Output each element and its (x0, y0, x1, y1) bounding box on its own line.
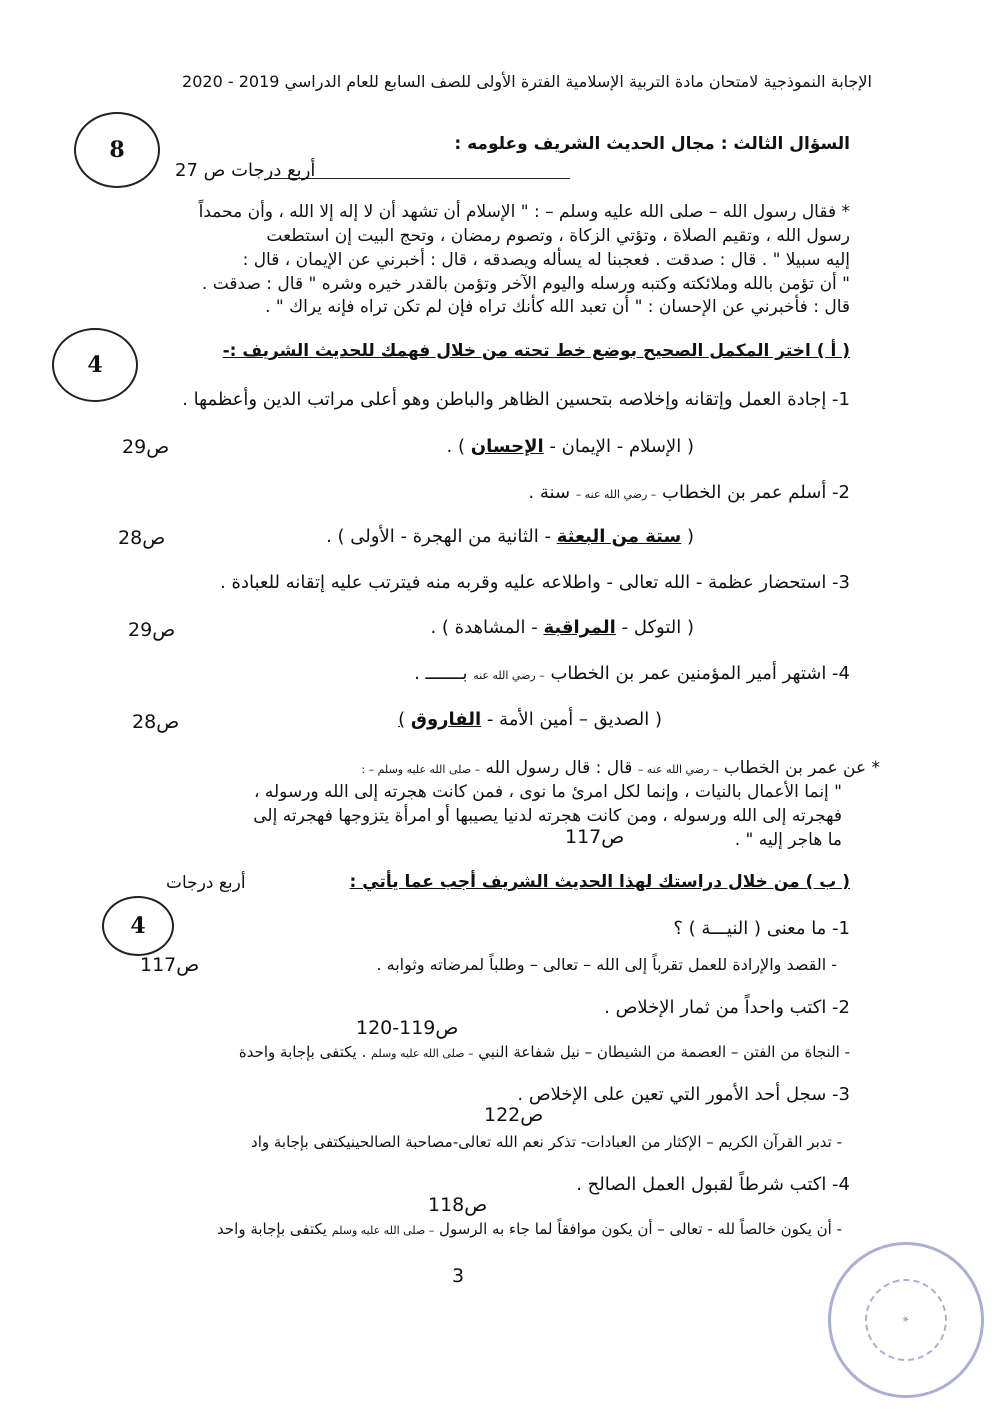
official-seal-stamp (808, 1222, 992, 1418)
question-heading: السؤال الثالث : مجال الحديث الشريف وعلومه : (454, 134, 850, 154)
a4-text: 4- اشتهر أمير المؤمنين عمر بن الخطاب (550, 663, 850, 684)
a4-opt3-correct: الفاروق (410, 709, 482, 730)
a4-question (414, 663, 850, 684)
a1-question: 1- إجادة العمل وإتقانه وإخلاصه بتحسين الظاهر والباطن وهو أعلى مراتب الدين وأعظمها . (182, 389, 850, 410)
b1-page: ص117 (140, 954, 200, 976)
a1-open: ( (686, 436, 694, 457)
page-header: الإجابة النموذجية لامتحان مادة التربية الإسلامية الفترة الأولى للصف السابع للعام الدراسي 2019 - 2020 (182, 72, 872, 91)
a3-page: ص29 (128, 619, 176, 641)
part-a-score-circle (52, 328, 138, 402)
a4-honorific: – رضي الله عنه (473, 669, 545, 682)
hadith2-line1 (361, 758, 880, 778)
hadith1-line2: رسول الله ، وتقيم الصلاة ، وتؤتي الزكاة ، وتصوم رمضان ، وتحج البيت إن استطعت (266, 226, 850, 246)
hadith1-line4: " أن تؤمن بالله وملائكته وكتبه ورسله واليوم الآخر وتؤمن بالقدر خيره وشره " قال : صدقت . (201, 274, 850, 294)
a2-text: 2- أسلم عمر بن الخطاب (662, 482, 850, 503)
hadith2-line2: " إنما الأعمال بالنيات ، وإنما لكل امرئ ما نوى ، فمن كانت هجرته إلى الله ورسوله ، (253, 782, 842, 802)
b2-answer-honorific: – صلى الله عليه وسلم (371, 1047, 474, 1060)
question-note: أربع درجات ص 27 (175, 160, 316, 181)
part-b-score-circle (102, 896, 174, 956)
question-score-circle (74, 112, 160, 188)
part-b-note: أربع درجات (166, 873, 246, 893)
hadith1-line3: إليه سبيلا " . قال : صدقت . فعجبنا له يسأله ويصدقه ، قال : أخبرني عن الإيمان ، قال : (242, 250, 850, 270)
part-b-heading: ( ب ) من خلال دراستك لهذا الحديث الشريف أجب عما يأتي : (349, 872, 850, 892)
part-a-score: 4 (87, 352, 103, 378)
part-b-score: 4 (130, 913, 146, 939)
a4-close: ) (398, 709, 406, 730)
a3-options: ( التوكل - المراقبة - المشاهدة ) . (430, 617, 694, 638)
b3-page: ص122 (484, 1104, 544, 1126)
a3-opt3: المشاهدة (454, 617, 526, 638)
b1-question: 1- ما معنى ( النيـــة ) ؟ (673, 918, 850, 939)
hadith2-line1d: – صلى الله عليه وسلم – : (361, 763, 481, 776)
page-number: 3 (452, 1265, 465, 1287)
a4-tail: بـــــــ . (414, 663, 468, 684)
a2-opt1-correct: ستة من البعثة (556, 526, 682, 547)
hadith2-line1a: * عن عمر بن الخطاب (723, 758, 880, 778)
a1-options: ( الإسلام - الإيمان - الإحسان ) . (446, 436, 694, 457)
b1-answer: - القصد والإرادة للعمل تقرباً إلى الله – تعالى – وطلباً لمرضاته وثوابه . (376, 955, 837, 974)
a2-opt3: الأولى (350, 526, 395, 547)
a1-page: ص29 (122, 436, 170, 458)
b4-answer-tail: يكتفى بإجابة واحد (217, 1220, 327, 1238)
hadith2-line1b: – رضي الله عنه – (637, 763, 719, 776)
b4-answer-honorific: – صلى الله عليه وسلم (331, 1224, 435, 1237)
a4-page: ص28 (132, 711, 180, 733)
a3-opt2-correct: المراقبة (543, 617, 616, 638)
a2-open: ( (686, 526, 694, 547)
b3-question: 3- سجل أحد الأمور التي تعين على الإخلاص . (517, 1084, 850, 1105)
a4-opt1: الصديق (593, 709, 650, 730)
hadith2-page: ص117 (565, 826, 625, 848)
a3-question: 3- استحضار عظمة - الله تعالى - واطلاعه عليه وقربه منه فيترتب عليه إتقانه للعبادة . (220, 572, 850, 593)
hadith2-line1c: قال : قال رسول الله (485, 758, 633, 778)
hadith2-line4: ما هاجر إليه " . (734, 830, 842, 850)
seal-emblem-icon: ✶ (854, 1268, 957, 1371)
b2-answer-text: - النجاة من الفتن – العصمة من الشيطان – نيل شفاعة النبي (478, 1043, 850, 1061)
b2-answer (239, 1043, 850, 1061)
a3-opt1: التوكل (633, 617, 682, 638)
b2-question: 2- اكتب واحداً من ثمار الإخلاص . (604, 997, 850, 1018)
a3-close: ) . (430, 617, 449, 638)
a4-opt2: أمين الأمة (499, 709, 574, 730)
a1-opt1: الإسلام (629, 436, 682, 457)
a2-close: ) . (326, 526, 345, 547)
a2-tail: سنة . (528, 482, 571, 503)
a2-opt2: الثانية من الهجرة (412, 526, 539, 547)
b3-answer: - تدبر القرآن الكريم – الإكثار من العبادات- تذكر نعم الله تعالى-مصاحبة الصالحينيكتفى بإجابة واد (251, 1133, 842, 1151)
b4-question: 4- اكتب شرطاً لقبول العمل الصالح . (576, 1174, 850, 1195)
b2-answer-tail: . يكتفى بإجابة واحدة (238, 1043, 367, 1061)
a2-options: ( ستة من البعثة - الثانية من الهجرة - الأولى ) . (326, 526, 694, 547)
b2-page: ص119-120 (356, 1017, 459, 1039)
a1-close: ) . (446, 436, 465, 457)
a1-opt3-correct: الإحسان (470, 436, 544, 457)
question-score: 8 (109, 137, 125, 163)
hadith2-line3: فهجرته إلى الله ورسوله ، ومن كانت هجرته لدنيا يصيبها أو امرأة يتزوجها فهجرته إلى (253, 806, 842, 826)
hadith1-line5: قال : فأخبرني عن الإحسان : " أن تعبد الله كأنك تراه فإن لم تكن تراه فإنه يراك " . (265, 297, 850, 317)
a2-question (528, 482, 850, 503)
a1-opt2: الإيمان (561, 436, 612, 457)
a4-open: ( (654, 709, 662, 730)
a2-honorific: – رضي الله عنه – (575, 488, 657, 501)
b4-page: ص118 (428, 1194, 488, 1216)
a3-open: ( (686, 617, 694, 638)
b4-answer-text: - أن يكون خالصاً لله - تعالى – أن يكون موافقاً لما جاء به الرسول (439, 1220, 842, 1238)
hadith1-line1: * فقال رسول الله – صلى الله عليه وسلم – : " الإسلام أن تشهد أن لا إله إلا الله ، وأن محمداً (198, 202, 850, 222)
a4-options: ( الصديق – أمين الأمة - الفاروق ) (398, 709, 662, 730)
part-a-heading: ( أ ) اختر المكمل الصحيح بوضع خط تحته من خلال فهمك للحديث الشريف :- (222, 341, 850, 361)
a2-page: ص28 (118, 527, 166, 549)
b4-answer (217, 1220, 842, 1238)
